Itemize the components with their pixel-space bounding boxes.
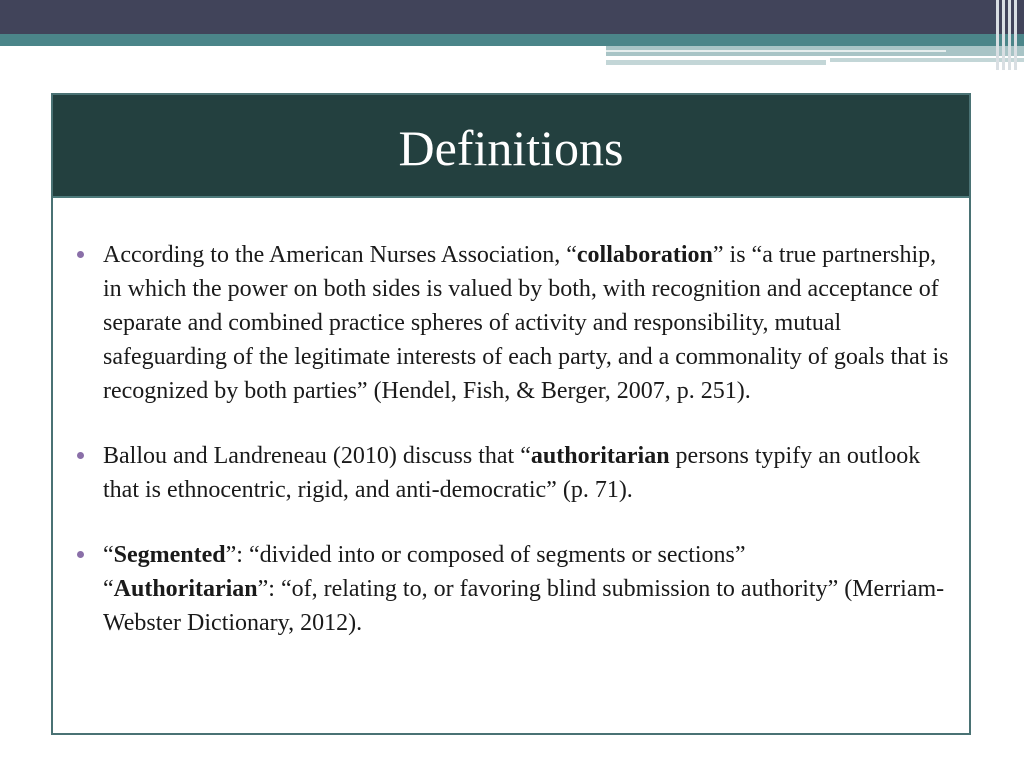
decorative-stripe (996, 0, 999, 70)
header-band (0, 0, 1024, 34)
bullet-text: According to the American Nurses Association, “ (103, 242, 577, 268)
term-segmented: Segmented (113, 542, 226, 568)
accent-band-light-thin (606, 60, 826, 65)
definition-line-segmented (103, 538, 955, 572)
accent-line (606, 50, 946, 52)
decorative-stripe (1008, 0, 1011, 70)
bullet-dot-icon (77, 551, 84, 558)
bullet-item-dictionary (103, 538, 955, 640)
definition-text: ”: “of, relating to, or favoring blind submission to authority” (Merriam-Webster Dictionary, 2012). (103, 576, 945, 636)
bullet-text: ” is “a true partnership, in which the power on both sides is valued by both, with recognition and acceptance of separate and combined practice spheres of activity and responsibility, mutual safeguarding of the legitimate interests of each party, and a commonality of goals that is recognized by both parties” (Hendel, Fish, & Berger, 2007, p. 251). (103, 242, 949, 404)
term-authoritarian: authoritarian (530, 443, 670, 469)
bullet-item-authoritarian (103, 439, 955, 507)
accent-band (0, 34, 1024, 46)
bullet-text: Ballou and Landreneau (2010) discuss that “ (103, 443, 531, 469)
term-authoritarian-2: Authoritarian (113, 576, 258, 602)
bullet-dot-icon (77, 452, 84, 459)
slide-content (53, 198, 969, 733)
term-collaboration: collaboration (576, 242, 713, 268)
bullet-text: persons typify an outlook that is ethnocentric, rigid, and anti-democratic” (p. 71). (103, 443, 921, 503)
accent-band-light-thin-right (830, 58, 1024, 62)
slide-title: Definitions (398, 119, 624, 176)
bullet-dot-icon (77, 251, 84, 258)
slide-frame (51, 93, 971, 735)
decorative-stripe (1014, 0, 1017, 70)
quote-open: “ (103, 576, 114, 602)
quote-open: “ (103, 542, 114, 568)
definition-text: ”: “divided into or composed of segments or sections” (225, 542, 746, 568)
bullet-list (53, 198, 969, 640)
title-bar (53, 95, 969, 198)
definition-line-authoritarian (103, 572, 955, 640)
decorative-stripe (1002, 0, 1005, 70)
bullet-item-collaboration (103, 238, 955, 408)
